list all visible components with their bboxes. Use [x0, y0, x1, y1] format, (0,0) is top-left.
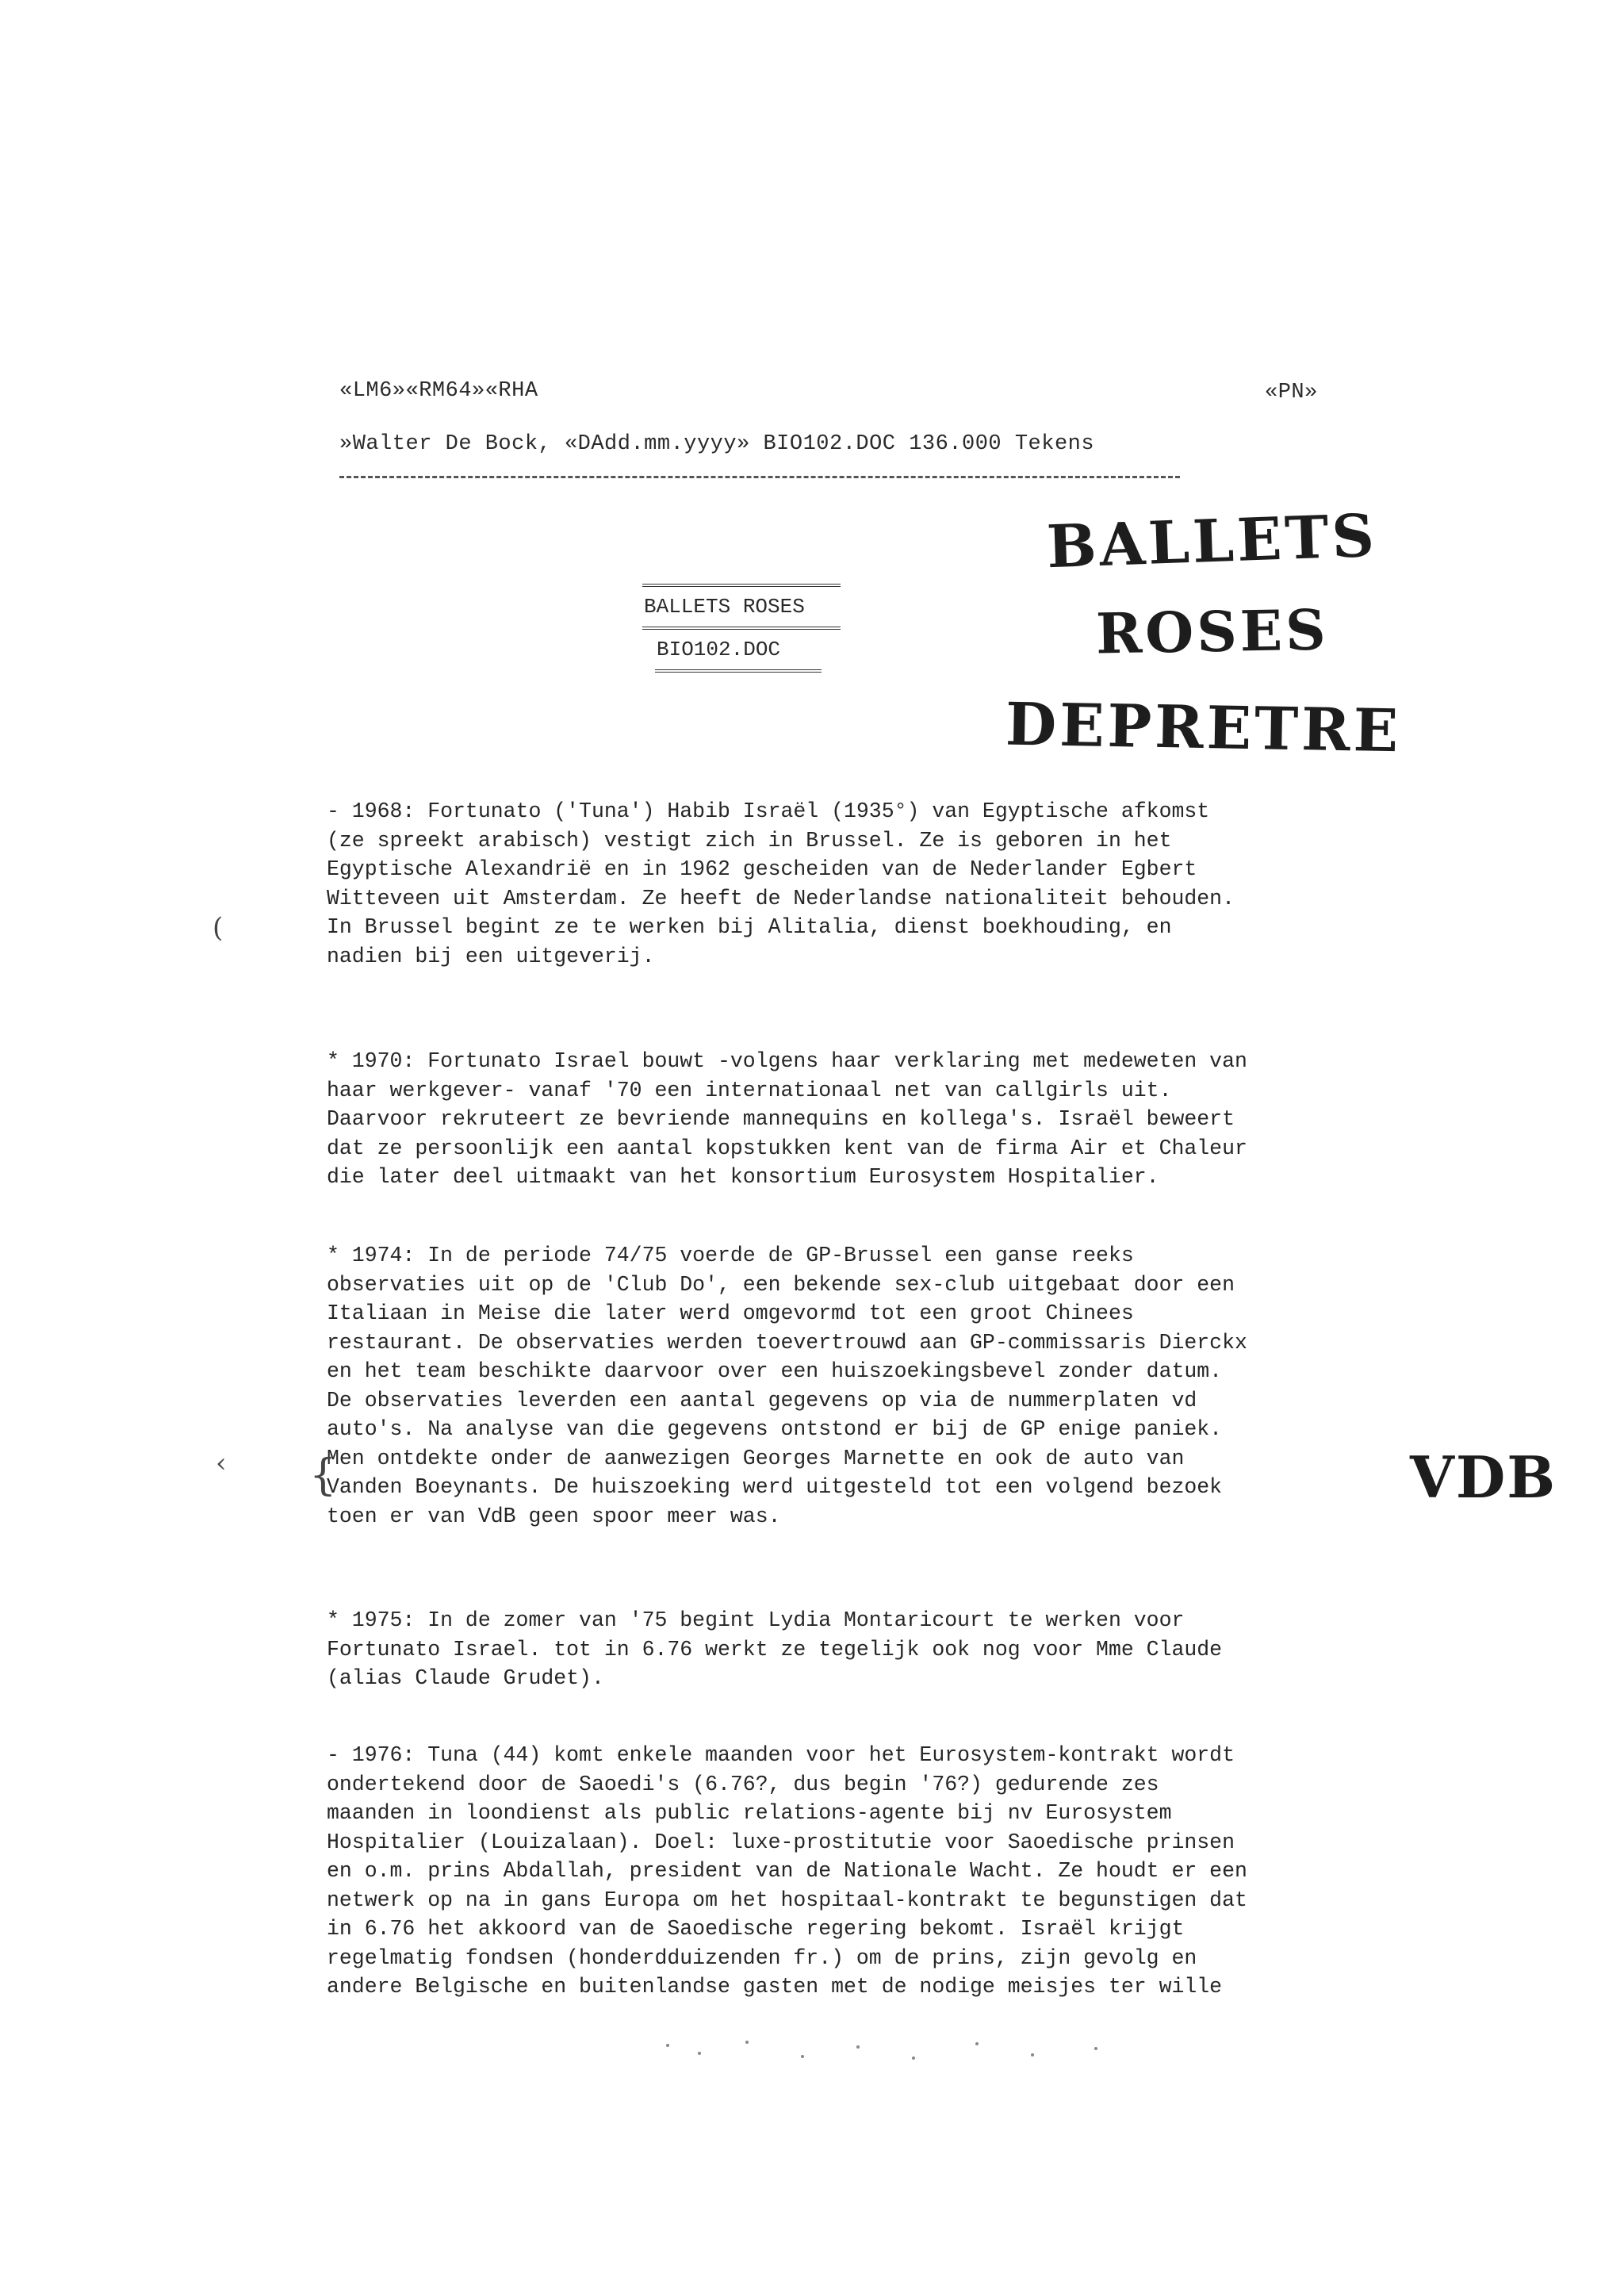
scan-speck [801, 2055, 804, 2058]
handwritten-note-roses: ROSES [1095, 596, 1330, 667]
scan-speck [745, 2041, 749, 2044]
margin-bracket-mark: ( [213, 912, 224, 944]
margin-brace-mark: { [309, 1450, 337, 1500]
format-codes-left: «LM6»«RM64»«RHA [339, 379, 538, 403]
scan-speck [912, 2056, 915, 2060]
scan-speck [856, 2045, 860, 2049]
scan-speck [975, 2042, 979, 2045]
margin-bracket-mark: ‹ [216, 1447, 227, 1479]
handwritten-margin-vdb: VDB [1410, 1443, 1557, 1511]
paragraph-1974: * 1974: In de periode 74/75 voerde de GP-Brussel een ganse reeks observaties uit op de 'Club Do', een bekende sex-club uitgebaat door een Italiaan in Meise die later werd omgevormd tot een groot Chinees restaurant. De observaties werden toevertrouwd aan GP-commissaris Dierckx en het team beschikte daarvoor over een huiszoekingsbevel zonder datum. De observaties leverden een aantal gegevens op via de nummerplaten vd auto's. Na analyse van die gegevens ontstond er bij de GP enige paniek. Men ontdekte onder de aanwezigen Georges Marnette en ook de auto van Vanden Boeynants. De huiszoeking werd uitgesteld tot een volgend bezoek toen er van VdB geen spoor meer was. [327, 1244, 1247, 1528]
paragraph-1975: * 1975: In de zomer van '75 begint Lydia Montaricourt te werken voor Fortunato Israel. tot in 6.76 werkt ze tegelijk ook nog voor Mme Claude (alias Claude Grudet). [327, 1608, 1223, 1690]
title-rule-top [642, 584, 841, 587]
paragraph-1968: - 1968: Fortunato ('Tuna') Habib Israël (1935°) van Egyptische afkomst (ze spreekt arabisch) vestigt zich in Brussel. Ze is geboren in het Egyptische Alexandrië en in 1962 gescheiden van de Nederlander Egbert Witteveen uit Amsterdam. Ze heeft de Nederlandse nationaliteit behouden. In Brussel begint ze te werken bij Alitalia, dienst boekhouding, en nadien bij een uitgeverij. [327, 799, 1235, 968]
handwritten-note-ballets: BALLETS [1045, 501, 1379, 582]
paragraph-1970: * 1970: Fortunato Israel bouwt -volgens haar verklaring met medeweten van haar werkgever- vanaf '70 een internationaal net van callgirls uit. Daarvoor rekruteert ze bevriende mannequins en kollega's. Israël beweert dat ze persoonlijk een aantal kopstukken kent van de firma Air et Chaleur die later deel uitmaakt van het konsortium Eurosystem Hospitalier. [327, 1049, 1247, 1189]
scan-speck [1094, 2047, 1097, 2050]
paragraph-1976: - 1976: Tuna (44) komt enkele maanden voor het Eurosystem-kontrakt wordt ondertekend door de Saoedi's (6.76?, dus begin '76?) gedurende zes maanden in loondienst als public relations-agente bij nv Eurosystem Hospitalier (Louizalaan). Doel: luxe-prostitutie voor Saoedische prinsen en o.m. prins Abdallah, president van de Nationale Wacht. Ze houdt er een netwerk op na in gans Europa om het hospitaal-kontrakt te begunstigen dat in 6.76 het akkoord van de Saoedische regering bekomt. Israël krijgt regelmatig fondsen (honderdduizenden fr.) om de prins, zijn gevolg en andere Belgische en buitenlandse gasten met de nodige meisjes ter wille [327, 1743, 1247, 1999]
document-title-block [642, 579, 848, 677]
scan-speck [1031, 2053, 1034, 2056]
page-number-code: «PN» [1265, 381, 1318, 404]
scan-speck [698, 2052, 701, 2055]
title-rule-bottom [655, 669, 822, 673]
scan-speck [666, 2044, 669, 2047]
title-rule-middle [642, 627, 841, 630]
scan-noise [650, 2034, 1158, 2066]
header-divider [339, 476, 1180, 478]
handwritten-note-depretre: DEPRETRE [1005, 690, 1402, 766]
document-title: BALLETS ROSES [644, 595, 805, 619]
document-filename: BIO102.DOC [657, 638, 781, 661]
author-line: »Walter De Bock, «DAdd.mm.yyyy» BIO102.DOC 136.000 Tekens [339, 432, 1095, 456]
